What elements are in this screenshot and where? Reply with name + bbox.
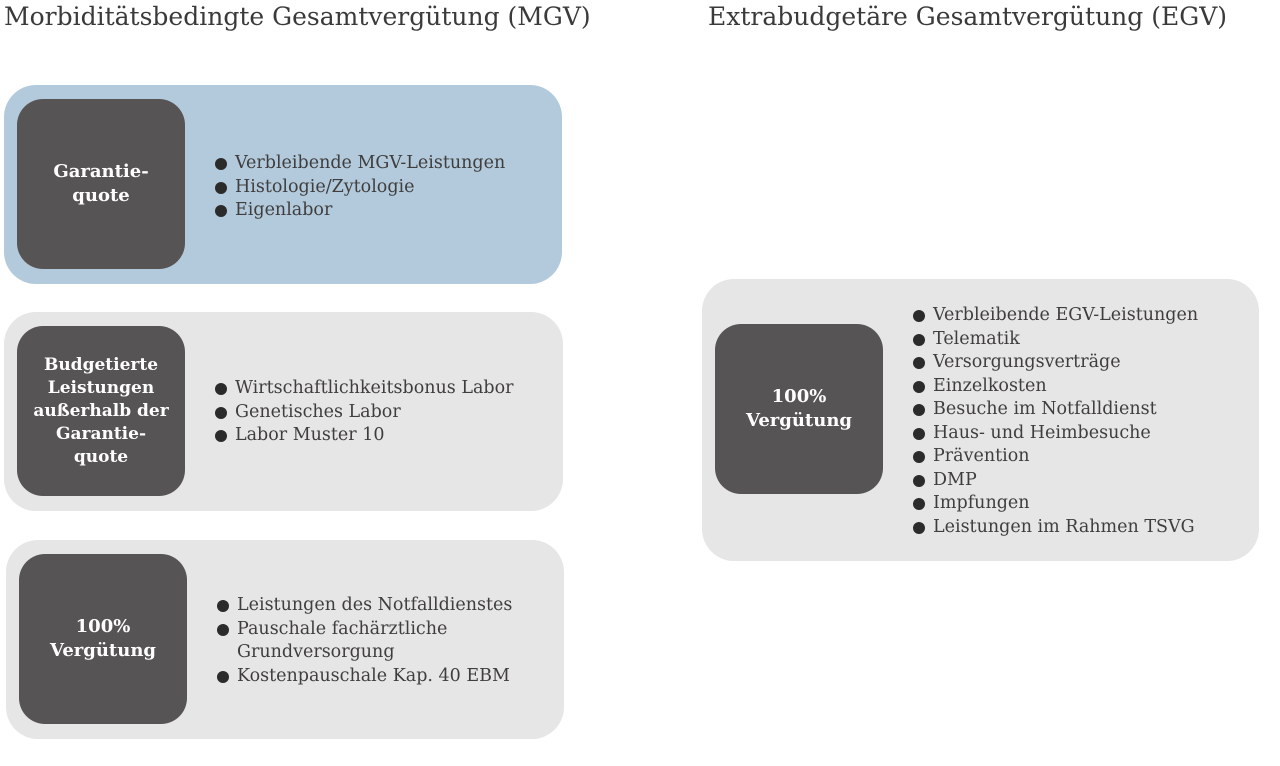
list-item: Telematik [912,328,1198,352]
list-item: Versorgungsverträge [912,351,1198,375]
list-item: Besuche im Notfalldienst [912,398,1198,422]
item-list [214,377,514,448]
category-label: 100% Vergütung [746,386,852,431]
list-item: Leistungen des Notfalldienstes [216,594,512,618]
list-item: Haus- und Heimbesuche [912,422,1198,446]
list-item: Pauschale fachärztliche Grundversorgung [216,618,492,665]
list-item: Leistungen im Rahmen TSVG [912,516,1198,540]
list-item: Histologie/Zytologie [214,176,505,200]
list-item: Wirtschaftlichkeitsbonus Labor [214,377,514,401]
list-item: Einzelkosten [912,375,1198,399]
item-list [912,304,1198,539]
list-item: Verbleibende EGV-Leistungen [912,304,1198,328]
category-label: Budgetierte Leistungen außerhalb der Garantie- quote [33,354,169,467]
mgv-panel-garantiequote [4,85,562,284]
category-label: Garantie- quote [53,161,149,206]
list-item: Eigenlabor [214,199,505,223]
list-item: Verbleibende MGV-Leistungen [214,152,505,176]
list-item: Impfungen [912,492,1198,516]
egv-column-title: Extrabudgetäre Gesamtvergütung (EGV) [708,2,1228,31]
category-label: 100% Vergütung [50,616,156,661]
item-list [214,152,505,223]
category-tile [17,99,185,269]
list-item: Labor Muster 10 [214,424,514,448]
category-tile [19,554,187,724]
mgv-panel-budgetierte-leistungen [4,312,563,511]
list-item: Prävention [912,445,1198,469]
item-list [216,594,512,688]
category-tile [715,324,883,494]
mgv-column-title: Morbiditätsbedingte Gesamtvergütung (MGV) [4,2,591,31]
list-item: Kostenpauschale Kap. 40 EBM [216,665,512,689]
mgv-panel-100-verguetung [6,540,564,739]
egv-panel-100-verguetung [702,279,1259,561]
category-tile [17,326,185,496]
list-item: DMP [912,469,1198,493]
list-item: Genetisches Labor [214,401,514,425]
